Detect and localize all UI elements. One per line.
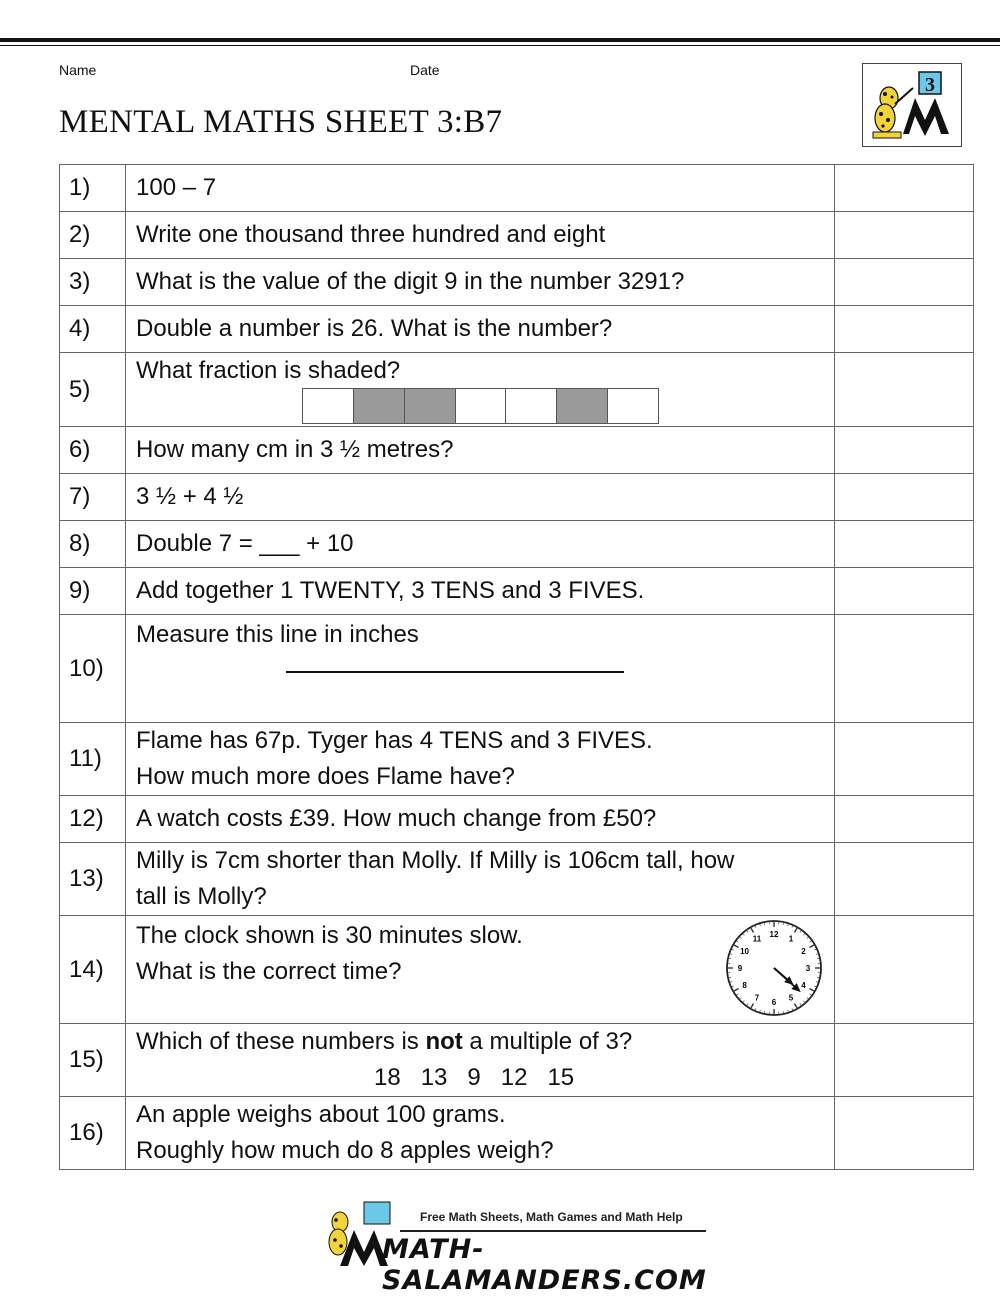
answer-box[interactable]	[835, 353, 974, 427]
answer-box[interactable]	[835, 427, 974, 474]
answer-box[interactable]	[835, 1024, 974, 1097]
question-text: Double a number is 26. What is the number?	[126, 306, 835, 353]
question-cell	[126, 1024, 835, 1097]
question-number: 6)	[60, 427, 126, 474]
question-number: 15)	[60, 1024, 126, 1097]
question-text-line2: tall is Molly?	[136, 879, 834, 915]
clock-number: 3	[806, 964, 811, 973]
question-text: Double 7 = ___ + 10	[126, 521, 835, 568]
answer-box[interactable]	[835, 521, 974, 568]
question-row-6	[60, 427, 974, 474]
answer-box[interactable]	[835, 306, 974, 353]
clock-face	[724, 916, 824, 1020]
question-row-9	[60, 568, 974, 615]
footer-rule	[400, 1230, 706, 1232]
question-row-2	[60, 212, 974, 259]
question-row-5	[60, 353, 974, 427]
question-row-10	[60, 615, 974, 723]
clock-number: 6	[772, 998, 777, 1007]
footer-site-name[interactable]: MATH-SALAMANDERS.COM	[382, 1234, 716, 1296]
question-text: Measure this line in inches	[136, 615, 834, 653]
answer-box[interactable]	[835, 843, 974, 916]
question-row-13	[60, 843, 974, 916]
answer-box[interactable]	[835, 568, 974, 615]
fraction-bar	[302, 388, 659, 424]
question-cell	[126, 723, 835, 796]
question-cell	[126, 843, 835, 916]
question-row-14	[60, 916, 974, 1024]
answer-box[interactable]	[835, 259, 974, 306]
questions-table	[59, 164, 974, 1170]
clock-number: 9	[738, 964, 743, 973]
question-row-16	[60, 1097, 974, 1170]
question-row-1	[60, 165, 974, 212]
question-number: 11)	[60, 723, 126, 796]
fraction-cell-shaded	[557, 389, 608, 423]
clock-number: 4	[801, 981, 806, 990]
fraction-cell-empty	[608, 389, 658, 423]
question-text-line2: Roughly how much do 8 apples weigh?	[136, 1133, 834, 1169]
question-text-line1: Milly is 7cm shorter than Molly. If Milly is 106cm tall, how	[136, 843, 834, 879]
question-number: 8)	[60, 521, 126, 568]
question-row-7	[60, 474, 974, 521]
answer-box[interactable]	[835, 796, 974, 843]
clock-number: 8	[742, 981, 747, 990]
question-number: 1)	[60, 165, 126, 212]
salamander-icon	[863, 64, 961, 146]
answer-box[interactable]	[835, 474, 974, 521]
question-text-line2: How much more does Flame have?	[136, 759, 834, 795]
question-text: What is the value of the digit 9 in the number 3291?	[126, 259, 835, 306]
question-row-11	[60, 723, 974, 796]
question-number: 9)	[60, 568, 126, 615]
clock-number: 1	[789, 935, 794, 944]
question-text: Write one thousand three hundred and eight	[126, 212, 835, 259]
question-text: A watch costs £39. How much change from £50?	[126, 796, 835, 843]
clock-number: 7	[755, 993, 760, 1002]
clock-number: 2	[801, 947, 806, 956]
question-row-3	[60, 259, 974, 306]
clock-number: 11	[753, 935, 762, 944]
name-label: Name	[59, 62, 96, 78]
fraction-cell-empty	[456, 389, 507, 423]
question-text-line2: What is the correct time?	[136, 954, 834, 990]
footer-tagline: Free Math Sheets, Math Games and Math Help	[420, 1210, 683, 1224]
question-number: 2)	[60, 212, 126, 259]
answer-box[interactable]	[835, 723, 974, 796]
question-text: Add together 1 TWENTY, 3 TENS and 3 FIVES.	[126, 568, 835, 615]
page-title: MENTAL MATHS SHEET 3:B7	[59, 104, 502, 141]
answer-box[interactable]	[835, 212, 974, 259]
question-cell	[126, 353, 835, 427]
question-text: What fraction is shaded?	[136, 354, 834, 388]
question-number: 3)	[60, 259, 126, 306]
question-number: 5)	[60, 353, 126, 427]
logo-digit: 3	[925, 74, 935, 96]
top-rule-thick	[0, 38, 1000, 42]
question-text	[136, 1024, 834, 1060]
footer-logo[interactable]	[326, 1200, 716, 1270]
question-text: 3 ½ + 4 ½	[126, 474, 835, 521]
fraction-cell-empty	[506, 389, 557, 423]
question-text: 100 – 7	[126, 165, 835, 212]
question-number: 16)	[60, 1097, 126, 1170]
question-cell	[126, 916, 835, 1024]
question-text-pre: Which of these numbers is	[136, 1028, 425, 1055]
fraction-cell-shaded	[405, 389, 456, 423]
question-row-12	[60, 796, 974, 843]
answer-box[interactable]	[835, 916, 974, 1024]
question-text-post: a multiple of 3?	[463, 1028, 632, 1055]
question-number: 14)	[60, 916, 126, 1024]
date-label: Date	[410, 62, 440, 78]
question-number: 4)	[60, 306, 126, 353]
question-text-line1: Flame has 67p. Tyger has 4 TENS and 3 FIVES.	[136, 723, 834, 759]
top-rule-thin	[0, 45, 1000, 46]
question-text: How many cm in 3 ½ metres?	[126, 427, 835, 474]
question-number: 12)	[60, 796, 126, 843]
clock-number: 10	[740, 947, 749, 956]
fraction-cell-shaded	[354, 389, 405, 423]
question-row-4	[60, 306, 974, 353]
question-row-15	[60, 1024, 974, 1097]
clock-number: 12	[770, 930, 779, 939]
fraction-cell-empty	[303, 389, 354, 423]
salamander-logo	[862, 63, 962, 147]
question-text-bold: not	[425, 1028, 462, 1055]
answer-box[interactable]	[835, 165, 974, 212]
question-number: 13)	[60, 843, 126, 916]
clock-number: 5	[789, 993, 794, 1002]
question-cell	[126, 615, 835, 723]
question-number: 10)	[60, 615, 126, 723]
question-cell	[126, 1097, 835, 1170]
number-list: 18 13 9 12 15	[136, 1060, 834, 1096]
answer-box[interactable]	[835, 1097, 974, 1170]
question-row-8	[60, 521, 974, 568]
measure-line	[286, 653, 624, 673]
answer-box[interactable]	[835, 615, 974, 723]
question-number: 7)	[60, 474, 126, 521]
question-text-line1: The clock shown is 30 minutes slow.	[136, 916, 834, 954]
question-text-line1: An apple weighs about 100 grams.	[136, 1097, 834, 1133]
